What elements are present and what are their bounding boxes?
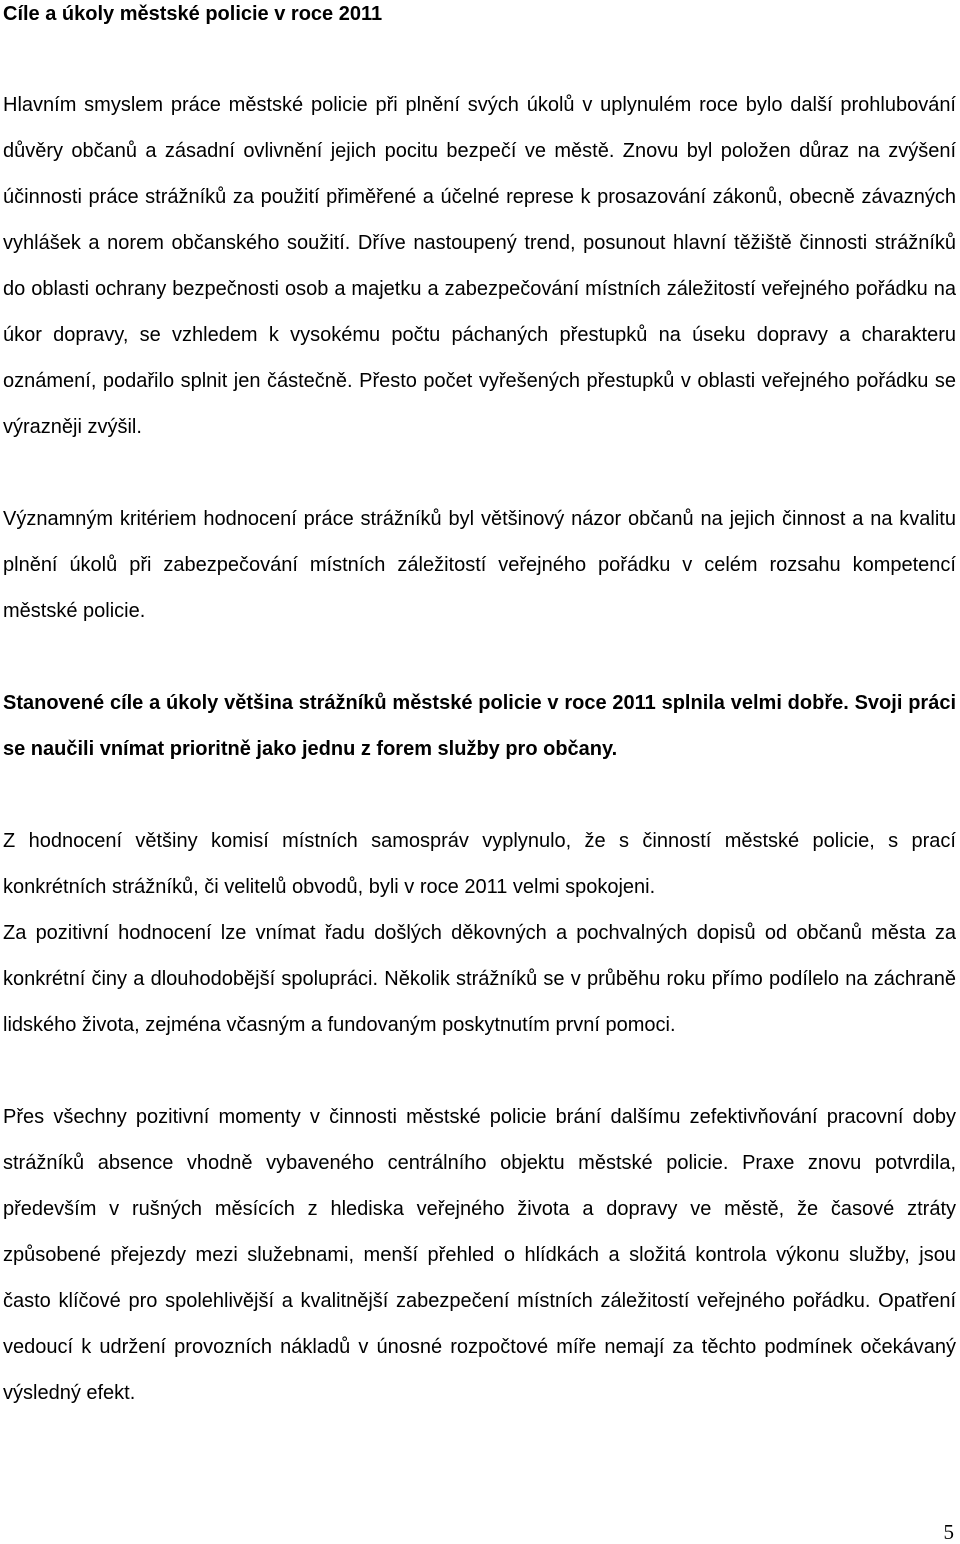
paragraph-positive-feedback: Za pozitivní hodnocení lze vnímat řadu došlých děkovných a pochvalných dopisů od občanů města za konkrétní činy a dlouhodobější spolupráci. Několik strážníků se v průběhu roku přímo podílelo na záchraně lidského života, zejména včasným a fundovaným poskytnutím první pomoci. (3, 922, 956, 1036)
paragraph-goals-fulfilled: Stanovené cíle a úkoly většina strážníků městské policie v roce 2011 splnila velmi dobře. Svoji práci se naučili vnímat prioritně jako jednu z forem služby pro občany. (3, 692, 956, 760)
page-number: 5 (943, 1520, 954, 1544)
paragraph-central-building: Přes všechny pozitivní momenty v činnosti městské policie brání dalšímu zefektivňování pracovní doby strážníků absence vhodně vybaveného centrálního objektu městské policie. Praxe znovu potvrdila, především v rušných měsících z hlediska veřejného života a dopravy ve městě, že časové ztráty způsobené přejezdy mezi služebnami, menší přehled o hlídkách a složitá kontrola výkonu služby, jsou často klíčové pro spolehlivější a kvalitnější zabezpečení místních záležitostí veřejného pořádku. Opatření vedoucí k udržení provozních nákladů v únosné rozpočtové míře nemají za těchto podmínek očekávaný výsledný efekt. (3, 1106, 956, 1404)
paragraph-evaluation-criteria: Významným kritériem hodnocení práce strážníků byl většinový názor občanů na jejich činnost a na kvalitu plnění úkolů při zabezpečování místních záležitostí veřejného pořádku v celém rozsahu kompetencí městské policie. (3, 508, 956, 622)
paragraph-commission-evaluation: Z hodnocení většiny komisí místních samospráv vyplynulo, že s činností městské policie, s prací konkrétních strážníků, či velitelů obvodů, byli v roce 2011 velmi spokojeni. (3, 830, 956, 898)
paragraph-mission: Hlavním smyslem práce městské policie při plnění svých úkolů v uplynulém roce bylo další prohlubování důvěry občanů a zásadní ovlivnění jejich pocitu bezpečí ve městě. Znovu byl položen důraz na zvýšení účinnosti práce strážníků za použití přiměřené a účelné represe k prosazování zákonů, obecně závazných vyhlášek a norem občanského soužití. Dříve nastoupený trend, posunout hlavní těžiště činnosti strážníků do oblasti ochrany bezpečnosti osob a majetku a zabezpečování místních záležitostí veřejného pořádku na úkor dopravy, se vzhledem k vysokému počtu páchaných přestupků na úseku dopravy a charakteru oznámení, podařilo splnit jen částečně. Přesto počet vyřešených přestupků v oblasti veřejného pořádku se výrazněji zvýšil. (3, 94, 956, 438)
section-title: Cíle a úkoly městské policie v roce 2011 (3, 3, 383, 25)
